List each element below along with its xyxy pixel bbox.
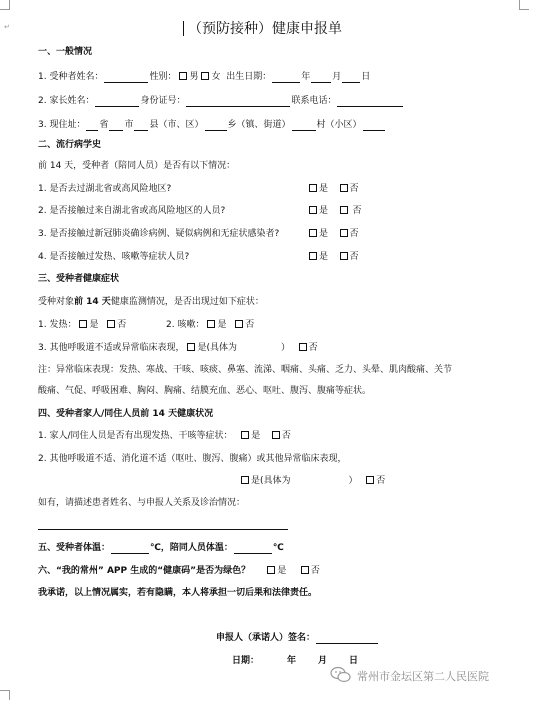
intro-part-b: 前 14 天 [74, 297, 111, 307]
section-3-intro [38, 297, 264, 308]
label-no: 否 [349, 252, 359, 262]
signature-row [216, 633, 379, 644]
label-cough: 2. 咳嗽： [166, 320, 205, 330]
checkbox-cough-yes[interactable] [207, 320, 215, 328]
checkbox-no[interactable] [272, 431, 280, 439]
field-month[interactable] [311, 73, 331, 83]
label-yes: 是 [319, 229, 329, 239]
checkbox-no[interactable] [340, 229, 348, 237]
label-no: 否 [352, 206, 362, 216]
label-year: 年 [301, 72, 311, 82]
section-1-heading: 一、一般情况 [38, 47, 93, 57]
label-q4-1: 1. 家人/同住人员是否有出现发热、干咳等症状： [38, 431, 233, 441]
label-celsius: ℃ [272, 543, 284, 553]
field-village-end[interactable] [363, 121, 385, 131]
checkbox-yes[interactable] [241, 431, 249, 439]
corner-mark-bottom-left [0, 690, 10, 700]
section-6-row [38, 566, 320, 577]
corner-mark-top-left [0, 0, 10, 10]
label-month: 月 [332, 72, 342, 82]
section-2-intro: 前 14 天，受种者（陪同人员）是否有以下情况： [38, 161, 236, 171]
checkbox-no[interactable] [301, 566, 309, 574]
question-2-4: 4. 是否接触过发热、咳嗽等症状人员? [38, 252, 190, 262]
label-dob: 出生日期： [226, 72, 272, 82]
checkbox-cough-no[interactable] [235, 320, 243, 328]
field-town[interactable] [205, 121, 227, 131]
field-name[interactable] [104, 73, 148, 83]
label-yes: 是 [251, 431, 261, 441]
label-no: 否 [117, 320, 127, 330]
label-no: 否 [376, 476, 386, 486]
describe-field-line[interactable] [38, 529, 288, 530]
paragraph-mark: ↵ [4, 23, 10, 31]
row-cough [166, 320, 254, 331]
label-sex: 性别： [149, 72, 177, 82]
label-day: 日 [349, 656, 359, 666]
checkbox-no[interactable] [366, 476, 374, 484]
answer-2-1 [306, 184, 359, 195]
checkbox-yes[interactable] [309, 252, 317, 260]
checkbox-no[interactable] [340, 206, 348, 214]
symptom-note-line-2: 酸痛、气促、呼吸困难、胸闷、胸痛、结膜充血、恶心、呕吐、腹泻、腹痛等症状。 [38, 386, 372, 396]
label-no: 否 [349, 229, 359, 239]
field-province[interactable] [86, 121, 98, 131]
checkbox-yes[interactable] [309, 184, 317, 192]
checkbox-yes[interactable] [267, 566, 275, 574]
label-name: 1. 受种者姓名： [38, 72, 104, 82]
row-guardian [38, 96, 404, 107]
label-county: 县（市、区） [149, 120, 204, 130]
label-id: 身份证号： [140, 96, 186, 106]
checkbox-no[interactable] [340, 252, 348, 260]
checkbox-other-no[interactable] [299, 343, 307, 351]
label-no: 否 [245, 320, 255, 330]
text-cursor [183, 21, 184, 36]
checkbox-yes[interactable] [241, 476, 249, 484]
label-companion-temp: ℃，陪同人员体温： [150, 543, 233, 553]
answer-4-2 [238, 476, 385, 487]
field-county[interactable] [134, 121, 148, 131]
row-address [38, 120, 386, 131]
section-5-row [38, 543, 284, 554]
label-no: 否 [310, 566, 320, 576]
field-year[interactable] [272, 73, 300, 83]
wechat-icon [330, 666, 352, 688]
field-guardian[interactable] [95, 97, 139, 107]
label-other: 3. 其他呼吸道不适或异常临床表现， [38, 343, 185, 353]
answer-2-4 [306, 252, 359, 263]
question-2-1: 1. 是否去过湖北省或高风险地区? [38, 184, 172, 194]
field-phone[interactable] [337, 97, 403, 107]
checkbox-no[interactable] [340, 184, 348, 192]
describe-prompt: 如有，请描述患者姓名、与申报人关系及诊治情况： [38, 498, 246, 508]
label-day: 日 [361, 72, 371, 82]
label-temperature: 五、受种者体温： [38, 543, 111, 553]
label-yes: 是 [89, 320, 99, 330]
label-close-paren: ） [348, 476, 358, 486]
label-fever: 1. 发热： [38, 320, 77, 330]
checkbox-fever-yes[interactable] [79, 320, 87, 328]
section-3-heading: 三、受种者健康症状 [38, 274, 120, 284]
promise-statement: 我承诺，以上情况属实，若有隐瞒，本人将承担一切后果和法律责任。 [38, 588, 318, 598]
symptom-note-line-1: 注：异常临床表现：发热、寒战、干咳、咳痰、鼻塞、流涕、咽痛、头痛、乏力、头晕、肌肉酸痛、关节 [38, 365, 453, 375]
label-yes: 是 [277, 566, 287, 576]
intro-part-c: 健康监测情况，是否出现过如下症状： [110, 297, 264, 307]
field-id[interactable] [186, 97, 290, 107]
field-companion-temp[interactable] [234, 544, 272, 554]
question-4-1 [38, 431, 291, 442]
label-yes-specific: 是(具体为 [251, 476, 291, 486]
field-temperature[interactable] [111, 544, 149, 554]
question-4-2: 2. 其他呼吸道不适、消化道不适（呕吐、腹泻、腹痛）或其他异常临床表现， [38, 454, 347, 464]
label-village: 村（小区） [316, 120, 362, 130]
label-phone: 联系电话： [291, 96, 337, 106]
label-no: 否 [281, 431, 291, 441]
label-signature: 申报人（承诺人）签名： [216, 633, 316, 643]
label-close-paren: ） [280, 343, 290, 353]
row-fever-cough [38, 320, 126, 331]
intro-part-a: 受种对象 [38, 297, 75, 307]
label-yes-specific: 是(具体为 [197, 343, 237, 353]
checkbox-other-yes[interactable] [187, 343, 195, 351]
question-2-3: 3. 是否接触过新冠肺炎确诊病例、疑似病例和无症状感染者? [38, 229, 280, 239]
label-year: 年 [287, 656, 297, 666]
field-day[interactable] [342, 73, 360, 83]
label-no: 否 [308, 343, 318, 353]
field-city[interactable] [109, 121, 123, 131]
label-yes: 是 [319, 184, 329, 194]
label-yes: 是 [319, 206, 329, 216]
checkbox-male[interactable] [179, 72, 187, 80]
question-2-2: 2. 是否接触过来自湖北省或高风险地区的人员? [38, 206, 226, 216]
label-city: 市 [124, 120, 134, 130]
answer-2-3 [306, 229, 359, 240]
field-village[interactable] [292, 121, 316, 131]
label-month: 月 [318, 656, 328, 666]
checkbox-fever-no[interactable] [107, 320, 115, 328]
document-title: （预防接种）健康申报单 [188, 21, 342, 37]
section-2-heading: 二、流行病学史 [38, 140, 102, 150]
watermark-text: 常州市金坛区第二人民医院 [357, 670, 489, 683]
corner-mark-top-right [519, 0, 529, 10]
label-male: 男 [189, 72, 199, 82]
label-guardian: 2. 家长姓名： [38, 96, 95, 106]
section-4-heading: 四、受种者家人/同住人员前 14 天健康状况 [38, 409, 214, 419]
row-basic-info [38, 72, 370, 83]
checkbox-female[interactable] [201, 72, 209, 80]
label-yes: 是 [217, 320, 227, 330]
label-town: 乡（镇、街道） [227, 120, 291, 130]
answer-2-2 [306, 206, 362, 217]
label-no: 否 [349, 184, 359, 194]
label-province: 省 [99, 120, 109, 130]
label-address: 3. 现住址： [38, 120, 86, 130]
label-yes: 是 [319, 252, 329, 262]
field-signature[interactable] [316, 634, 378, 644]
label-date: 日期： [232, 656, 260, 666]
row-other-symptoms [38, 343, 318, 354]
section-6-heading: 六、“我的常州” APP 生成的“健康码”是否为绿色？ [38, 566, 251, 576]
checkbox-yes[interactable] [309, 229, 317, 237]
label-female: 女 [211, 72, 221, 82]
checkbox-yes[interactable] [309, 206, 317, 214]
